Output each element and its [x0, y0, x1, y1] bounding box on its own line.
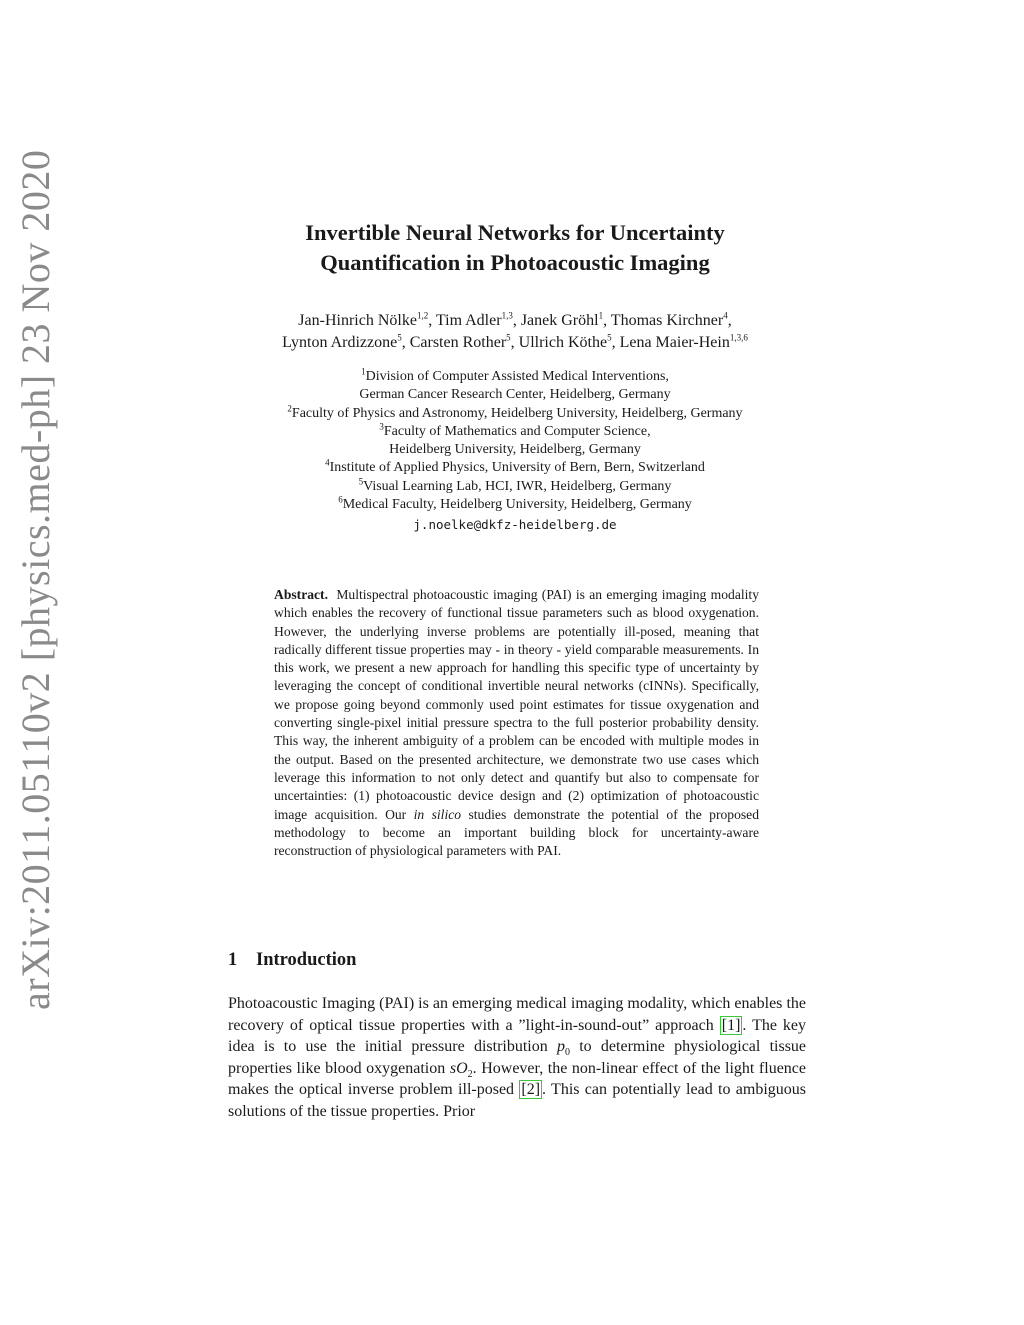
author-affil-sup: 4	[723, 310, 728, 321]
section-title: Introduction	[256, 950, 357, 970]
arxiv-identifier: arXiv:2011.05110v2 [physics.med-ph] 23 Nov 2020	[13, 149, 58, 1010]
affiliation-line: $^4$Institute of Applied Physics, University of Bern, Bern, Switzerland	[325, 457, 705, 476]
author-list	[150, 310, 880, 354]
affiliation-line: German Cancer Research Center, Heidelberg, Germany	[359, 387, 671, 403]
math-variable: sO	[449, 1059, 468, 1077]
author-affil-sup: 1,3	[501, 310, 513, 321]
affiliation-line: $^3$Faculty of Mathematics and Computer Science,	[379, 421, 651, 439]
affiliation-list	[150, 368, 880, 535]
abstract-text: Multispectral photoacoustic imaging (PAI) is an emerging imaging modality which enables the recovery of functional tissue parameters such as blood oxygenation. However, the underlying inverse problems are potentially ill-posed, meaning that radically different tissue properties may - in theory - yield comparable measurements. In this work, we present a new approach for handling this specific type of uncertainty by leveraging the concept of conditional invertible neural networks (cINNs). Specifically, we propose going beyond commonly used point estimates for tissue oxygenation and converting single-pixel initial pressure spectra to the full posterior probability density. This way, the inherent ambiguity of a problem can be encoded with multiple modes in the output. Based on the presented architecture, we demonstrate two use cases which leverage this information to not only detect and quantify but also to compensate for uncertainties: (1) photoacoustic device design and (2) optimization of photoacoustic image acquisition. Our	[274, 587, 759, 822]
citation-link[interactable]: [2]	[521, 1081, 541, 1099]
author-affil-sup: 5	[506, 332, 511, 343]
affiliation-line: $^6$Medical Faculty, Heidelberg University, Heidelberg, Germany	[338, 494, 692, 513]
section-heading	[228, 950, 356, 971]
author-name: Lynton Ardizzone	[282, 334, 398, 351]
affiliation-line: $^2$Faculty of Physics and Astronomy, Heidelberg University, Heidelberg, Germany	[287, 402, 743, 421]
affiliation-line: $^5$Visual Learning Lab, HCI, IWR, Heidelberg, Germany	[358, 476, 672, 494]
abstract-emphasis: in silico	[413, 806, 462, 822]
author-affil-sup: 1,3,6	[729, 332, 748, 343]
author-affil-sup: 5	[607, 332, 612, 343]
author-affil-sup: 1	[598, 310, 604, 321]
math-variable: p	[556, 1038, 565, 1056]
author-name: Ullrich Köthe	[518, 334, 608, 351]
author-affil-sup: 5	[397, 332, 402, 343]
author-name: Thomas Kirchner	[610, 312, 724, 329]
affiliation-line: $^1$Division of Computer Assisted Medical Interventions,	[361, 366, 669, 384]
author-name: Lena Maier-Hein	[619, 334, 730, 351]
author-name: Janek Gröhl	[520, 312, 599, 329]
author-name: Jan-Hinrich Nölke	[298, 312, 417, 329]
author-line-1: Jan-Hinrich Nölke$^{1,2}$, Tim Adler$^{1,3}$, Janek Gröhl$^1$, Thomas Kirchner$^4$,	[298, 310, 732, 329]
section-number: 1	[228, 950, 238, 970]
abstract-text: studies demonstrate the potential of the proposed methodology to become an important building block for uncertainty-aware reconstruction of physiological parameters with PAI.	[274, 806, 760, 859]
affiliation-line: Heidelberg University, Heidelberg, Germany	[389, 442, 641, 458]
title-line-2: Quantification in Photoacoustic Imaging	[320, 250, 710, 275]
abstract	[274, 586, 759, 860]
author-name: Tim Adler	[435, 312, 502, 329]
abstract-heading: Abstract.	[274, 587, 328, 602]
author-name: Carsten Rother	[409, 334, 507, 351]
author-affil-sup: 1,2	[416, 310, 429, 321]
introduction-paragraph: Photoacoustic Imaging (PAI) is an emerging medical imaging modality, which enables the recovery of optical tissue properties with a ”light-in-sound-out” approach [1] . The key idea is to use the initial pressure distribution $p_0$ to determine physiological tissue properties like blood oxygenation $sO_2$. However, the non-linear effect of the light fluence makes the optical inverse problem ill-posed [2] . This can potentially lead to ambiguous solutions of the tissue properties. Prior	[228, 995, 807, 1120]
paper-title	[150, 218, 880, 278]
title-line-1: Invertible Neural Networks for Uncertainty	[305, 220, 725, 245]
contact-email[interactable]: j.noelke@dkfz-heidelberg.de	[413, 517, 617, 533]
author-line-2: Lynton Ardizzone$^5$, Carsten Rother$^5$, Ullrich Köthe$^5$, Lena Maier-Hein$^{1,3,6}$	[282, 332, 748, 351]
citation-link[interactable]: [1]	[721, 1016, 741, 1034]
